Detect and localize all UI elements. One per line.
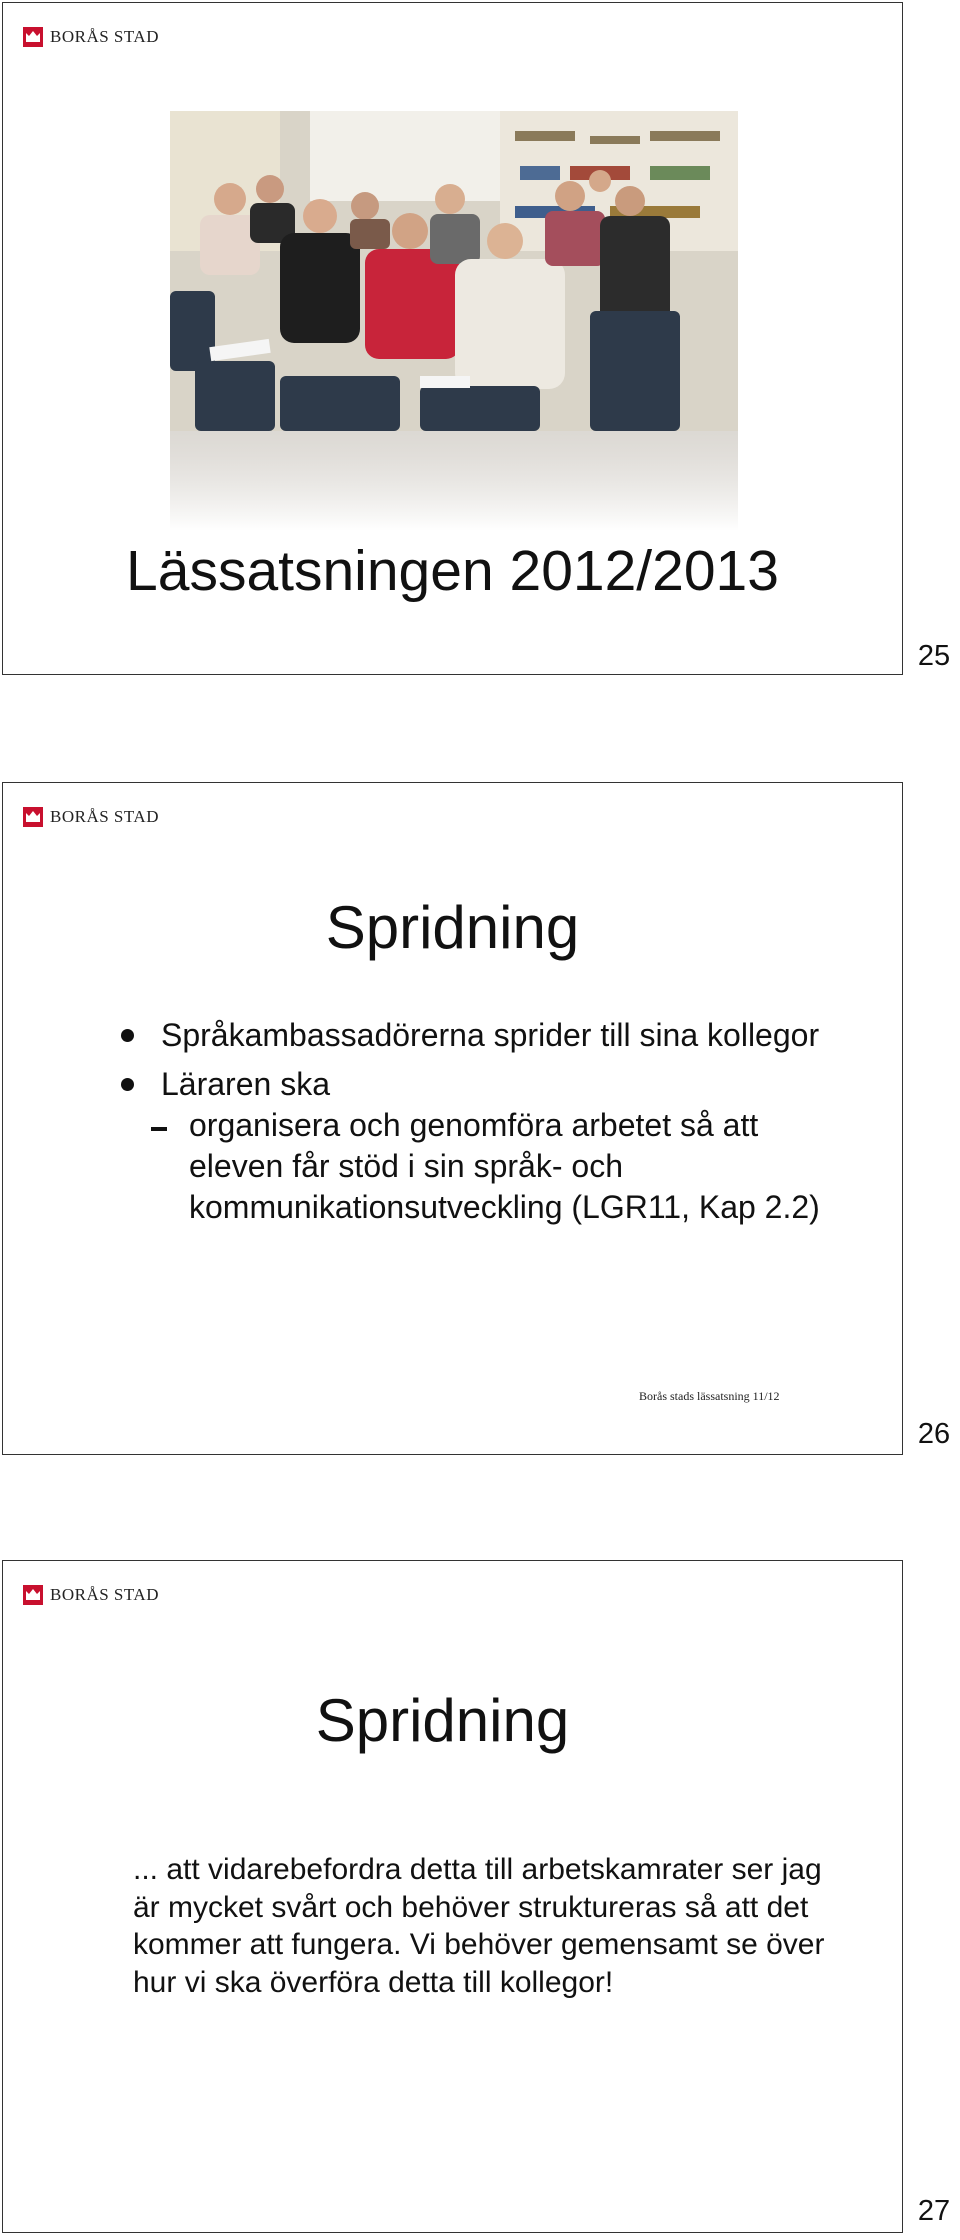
bullet-item bbox=[121, 1015, 841, 1056]
slide-title: Spridning bbox=[315, 1687, 570, 1754]
boras-stad-logo bbox=[23, 27, 159, 47]
slide-27 bbox=[2, 1560, 903, 2233]
logo-text: BORÅS STAD bbox=[50, 27, 159, 46]
dash-icon bbox=[151, 1127, 167, 1131]
quote-paragraph: ... att vidarebefordra detta till arbetskamrater ser jag är mycket svårt och behöver struktureras så att det kommer att fungera. Vi behöver gemensamt se över hur vi ska överföra detta till kollegor! bbox=[133, 1853, 825, 1999]
slide-footer: Borås stads lässatsning 11/12 bbox=[639, 1389, 780, 1403]
crown-logo-icon bbox=[23, 807, 43, 827]
crown-logo-icon bbox=[23, 1585, 43, 1605]
boras-stad-logo bbox=[23, 807, 159, 827]
sub-bullet-text: organisera och genomföra arbetet så att eleven får stöd i sin språk- och kommunikationsutveckling (LGR11, Kap 2.2) bbox=[189, 1107, 820, 1225]
bullet-dot-icon bbox=[121, 1029, 134, 1042]
logo-text: BORÅS STAD bbox=[50, 1585, 159, 1604]
slide-26 bbox=[2, 782, 903, 1455]
page-number: 25 bbox=[917, 640, 951, 672]
bullet-list bbox=[121, 1015, 841, 1228]
bullet-text: Språkambassadörerna sprider till sina kollegor bbox=[161, 1017, 820, 1053]
crown-logo-icon bbox=[23, 27, 43, 47]
slide-25 bbox=[2, 2, 903, 675]
page-number: 26 bbox=[917, 1418, 951, 1450]
classroom-photo bbox=[170, 111, 738, 531]
bullet-dot-icon bbox=[121, 1078, 134, 1091]
page-number: 27 bbox=[917, 2195, 951, 2227]
slide-title: Spridning bbox=[325, 894, 580, 961]
logo-text: BORÅS STAD bbox=[50, 807, 159, 826]
sub-bullet-item bbox=[121, 1105, 841, 1228]
bullet-text: Läraren ska bbox=[161, 1066, 330, 1102]
slide-title: Lässatsningen 2012/2013 bbox=[126, 539, 779, 603]
boras-stad-logo bbox=[23, 1585, 159, 1605]
bullet-item bbox=[121, 1064, 841, 1105]
